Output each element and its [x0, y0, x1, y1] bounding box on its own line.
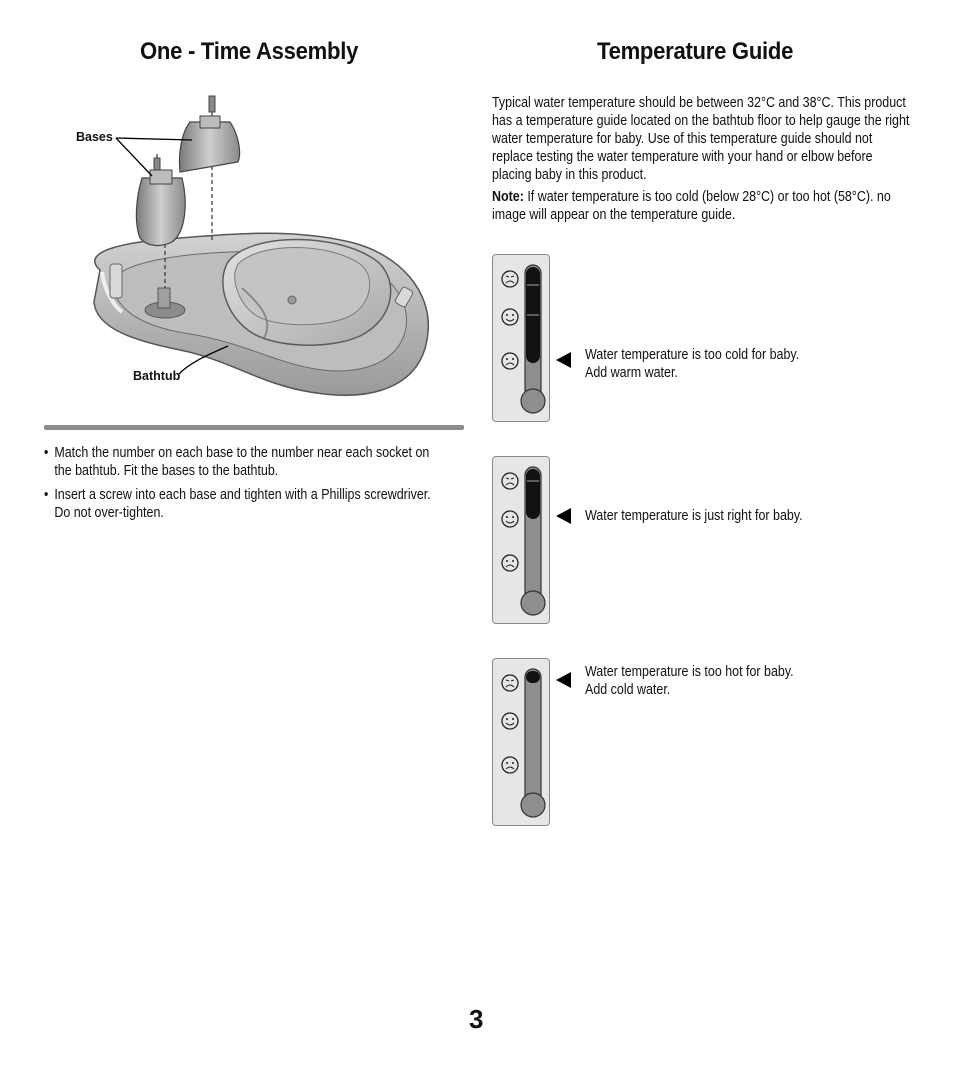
page-number: 3 — [469, 1004, 484, 1034]
note-text: If water temperature is too cold (below 28°C) or too hot (58°C). no image will appear on the temperature guide. — [492, 189, 891, 223]
pointer-arrow-icon — [556, 352, 572, 368]
sad-face-icon — [502, 353, 518, 369]
caption-line: Water temperature is too cold for baby. — [585, 347, 800, 363]
crying-face-icon — [502, 271, 518, 287]
gauge-too-cold — [492, 254, 550, 422]
note-label: Note: — [492, 189, 524, 205]
crying-face-icon — [502, 675, 518, 691]
caption-line: Add warm water. — [585, 365, 678, 381]
gauge-caption — [585, 663, 794, 699]
sad-face-icon — [502, 555, 518, 571]
instruction-item: • Insert a screw into each base and tighten with a Phillips screwdriver. Do not over-tighten. — [44, 486, 440, 522]
caption-line: Water temperature is just right for baby. — [585, 508, 803, 524]
assembly-illustration — [60, 92, 440, 412]
smiling-face-icon — [502, 511, 518, 527]
temperature-title: Temperature Guide — [597, 38, 794, 65]
assembly-title: One - Time Assembly — [140, 38, 359, 65]
caption-line: Add cold water. — [585, 682, 671, 698]
base-upper — [179, 122, 239, 172]
gauge-caption — [585, 346, 799, 382]
pointer-arrow-icon — [556, 508, 572, 524]
pointer-arrow-icon — [556, 672, 572, 688]
gauge-too-hot — [492, 658, 550, 826]
temperature-intro — [492, 94, 913, 224]
assembly-instructions — [44, 444, 440, 528]
smiling-face-icon — [502, 309, 518, 325]
smiling-face-icon — [502, 713, 518, 729]
note-paragraph — [492, 188, 913, 224]
gauge-just-right — [492, 456, 550, 624]
bathtub-label: Bathtub — [133, 369, 181, 383]
instruction-item: • Match the number on each base to the number near each socket on the bathtub. Fit the bases to the bathtub. — [44, 444, 440, 480]
bases-label: Bases — [76, 130, 113, 144]
intro-text: Typical water temperature should be between 32°C and 38°C. This product has a temperature guide located on the bathtub floor to help gauge the right water temperature for baby. Use of this temperature guide should not replace testing the water temperature with your hand or elbow before placing baby in this product. — [492, 95, 910, 183]
crying-face-icon — [502, 473, 518, 489]
sad-face-icon — [502, 757, 518, 773]
section-divider — [44, 425, 464, 430]
base-lower — [136, 178, 185, 245]
gauge-caption — [585, 507, 803, 525]
caption-line: Water temperature is too hot for baby. — [585, 664, 794, 680]
